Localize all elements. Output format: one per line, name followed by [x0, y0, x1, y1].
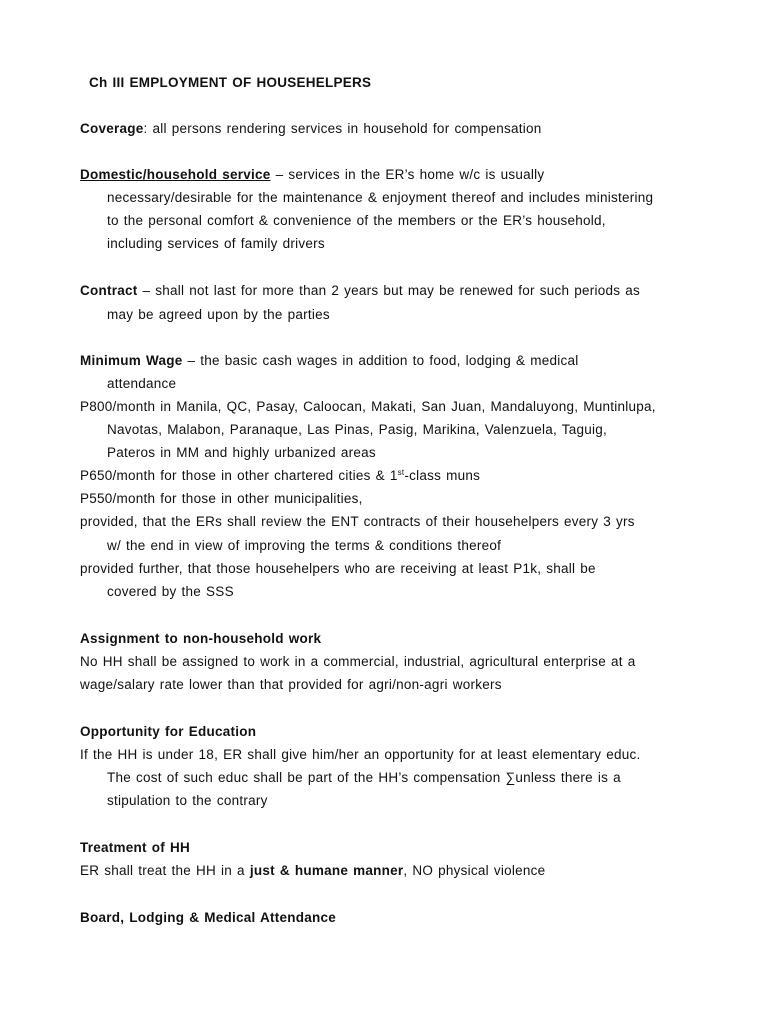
coverage-text: : all persons rendering services in household for compensation — [143, 121, 542, 136]
treatment-heading: Treatment of HH — [80, 840, 191, 855]
minimum-wage-line-5: Pateros in MM and highly urbanized areas — [107, 445, 376, 460]
minimum-wage-line-9: w/ the end in view of improving the terms & conditions thereof — [107, 538, 502, 553]
board-heading: Board, Lodging & Medical Attendance — [80, 910, 337, 925]
contract-term: Contract — [80, 283, 138, 298]
contract-line-2: may be agreed upon by the parties — [107, 307, 330, 322]
contract-text: – shall not last for more than 2 years but may be renewed for such periods as — [137, 283, 641, 298]
assignment-line-2: wage/salary rate lower than that provided for agri/non-agri workers — [80, 677, 502, 692]
assignment-heading: Assignment to non-household work — [80, 631, 322, 646]
minimum-wage-line-7: P550/month for those in other municipalities, — [80, 491, 363, 506]
domestic-service-line-2: necessary/desirable for the maintenance & enjoyment thereof and includes ministering — [107, 190, 654, 205]
education-heading: Opportunity for Education — [80, 724, 257, 739]
minimum-wage-line-1 — [80, 352, 579, 370]
contract-line-1 — [80, 282, 640, 300]
minimum-wage-line-2: attendance — [107, 376, 177, 391]
education-line-3: stipulation to the contrary — [107, 793, 268, 808]
coverage-paragraph — [80, 120, 542, 138]
domestic-service-line-3: to the personal comfort & convenience of the members or the ER’s household, — [107, 213, 606, 228]
wage-650-text-end: -class muns — [404, 468, 481, 483]
treatment-text: ER shall treat the HH in a — [80, 863, 250, 878]
domestic-service-text: – services in the ER’s home w/c is usually — [270, 167, 545, 182]
minimum-wage-line-4: Navotas, Malabon, Paranaque, Las Pinas, Pasig, Marikina, Valenzuela, Taguig, — [107, 422, 608, 437]
minimum-wage-line-11: covered by the SSS — [107, 584, 234, 599]
wage-650-text: P650/month for those in other chartered cities & 1 — [80, 468, 398, 483]
minimum-wage-line-10: provided further, that those househelpers who are receiving at least P1k, shall be — [80, 561, 596, 576]
domestic-service-line-1 — [80, 166, 544, 184]
ordinal-superscript: st — [397, 468, 405, 477]
treatment-text-end: , NO physical violence — [403, 863, 546, 878]
chapter-title: Ch III EMPLOYMENT OF HOUSEHELPERS — [89, 75, 372, 90]
domestic-service-line-4: including services of family drivers — [107, 236, 325, 251]
treatment-emphasis: just & humane manner — [249, 863, 404, 878]
assignment-line-1: No HH shall be assigned to work in a commercial, industrial, agricultural enterprise at a — [80, 654, 636, 669]
coverage-term: Coverage — [80, 121, 144, 136]
domestic-service-term: Domestic/household service — [80, 167, 271, 182]
minimum-wage-line-8: provided, that the ERs shall review the ENT contracts of their househelpers every 3 yrs — [80, 514, 635, 529]
treatment-line-1 — [80, 862, 545, 880]
minimum-wage-line-6 — [80, 467, 480, 485]
minimum-wage-line-3: P800/month in Manila, QC, Pasay, Caloocan, Makati, San Juan, Mandaluyong, Muntinlupa, — [80, 399, 656, 414]
minimum-wage-term: Minimum Wage — [80, 353, 183, 368]
minimum-wage-text: – the basic cash wages in addition to food, lodging & medical — [182, 353, 579, 368]
education-line-2: The cost of such educ shall be part of the HH’s compensation ∑unless there is a — [107, 770, 621, 785]
education-line-1: If the HH is under 18, ER shall give him/her an opportunity for at least elementary educ. — [80, 747, 641, 762]
